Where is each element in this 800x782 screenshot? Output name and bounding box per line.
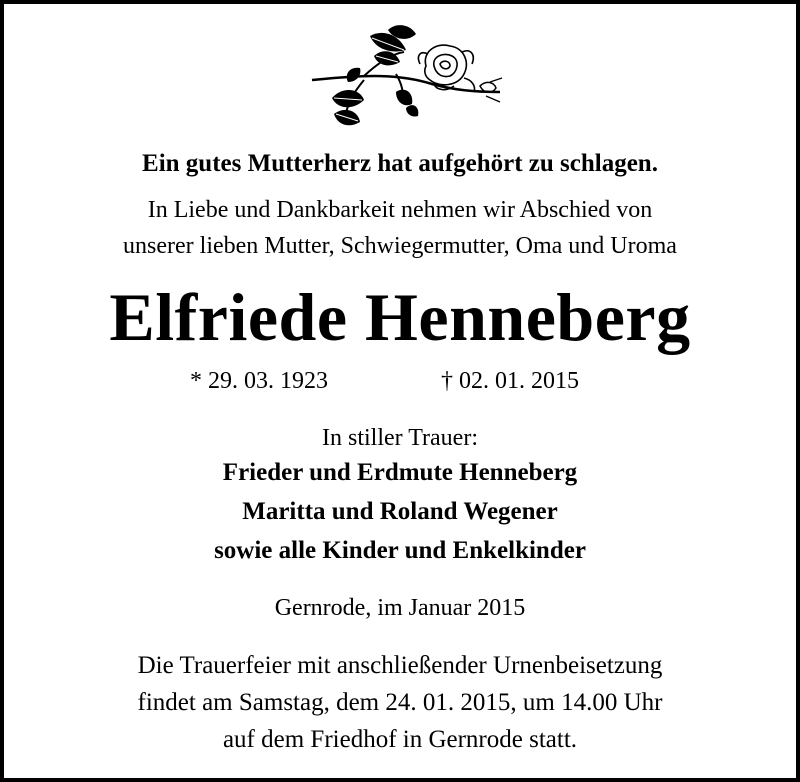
life-dates bbox=[4, 368, 800, 402]
place-date: Gernrode, im Januar 2015 bbox=[274, 595, 526, 621]
intro-line-1: In Liebe und Dankbarkeit nehmen wir Abschied von bbox=[147, 197, 653, 223]
death-date: † 02. 01. 2015 bbox=[441, 368, 579, 394]
deceased-name: Elfriede Henneberg bbox=[109, 279, 691, 355]
funeral-info-line-1: Die Trauerfeier mit anschließender Urnenbeisetzung bbox=[137, 652, 663, 679]
funeral-info-line-2: findet am Samstag, dem 24. 01. 2015, um 14.00 Uhr bbox=[137, 689, 663, 716]
family-line: sowie alle Kinder und Enkelkinder bbox=[214, 537, 586, 564]
funeral-info-line-3: auf dem Friedhof in Gernrode statt. bbox=[222, 726, 578, 753]
family-line: Frieder und Erdmute Henneberg bbox=[222, 459, 578, 486]
intro-line-2: unserer lieben Mutter, Schwiegermutter, Oma und Uroma bbox=[123, 233, 677, 259]
heading: Ein gutes Mutterherz hat aufgehört zu schlagen. bbox=[142, 150, 658, 177]
family-line: Maritta und Roland Wegener bbox=[242, 498, 558, 525]
birth-date: * 29. 03. 1923 bbox=[190, 368, 328, 394]
mourning-label: In stiller Trauer: bbox=[322, 425, 478, 451]
rose-branch-icon bbox=[304, 22, 514, 132]
